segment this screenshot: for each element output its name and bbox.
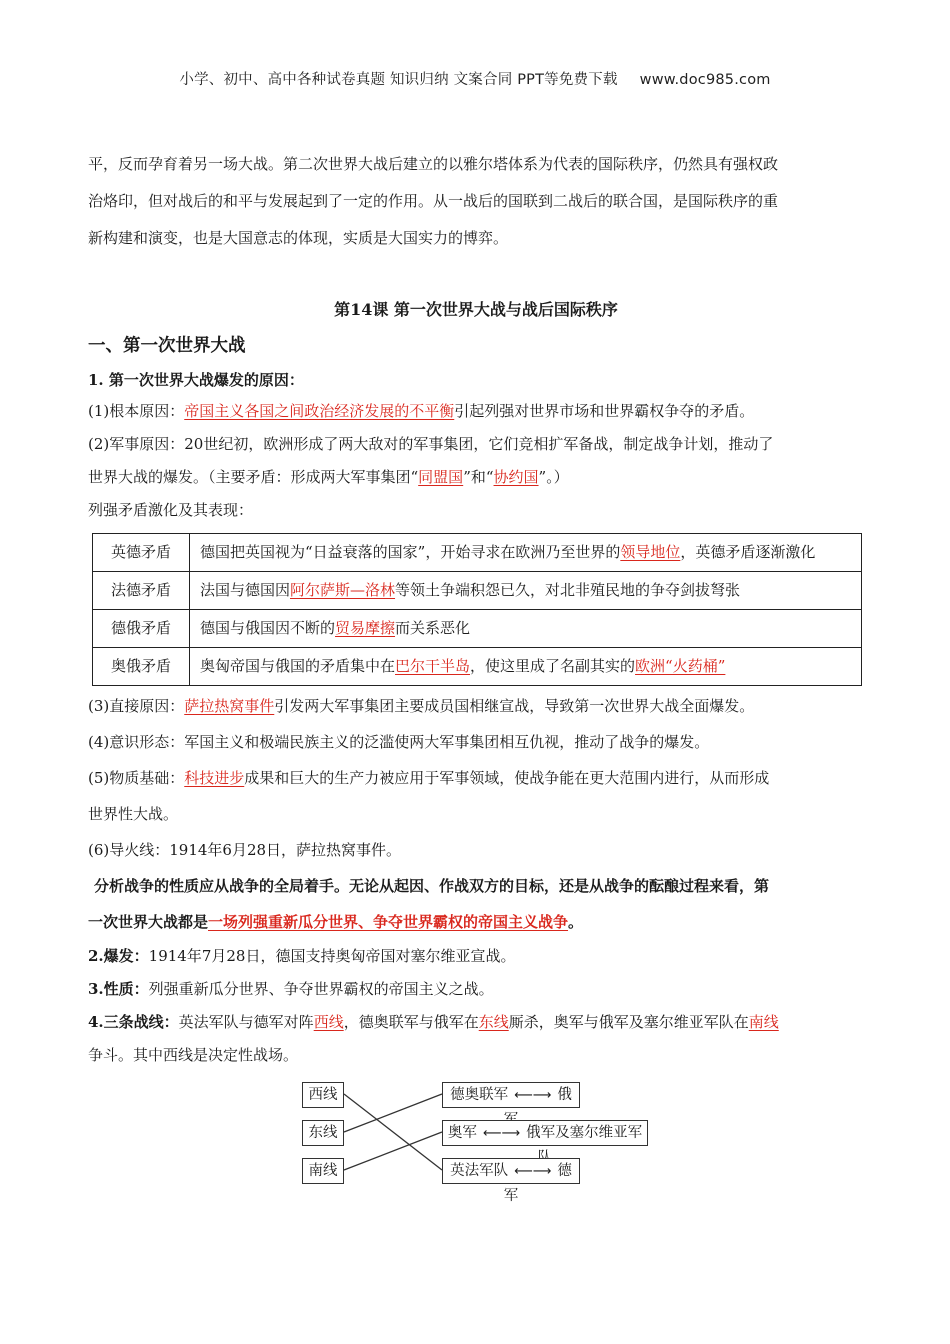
table-row	[93, 610, 862, 648]
cause-2-post: ”。）	[538, 468, 569, 486]
table-key: 德俄矛盾	[93, 610, 190, 648]
combatants-box-south	[442, 1120, 648, 1146]
combatant-a: 德奥联军	[450, 1087, 509, 1103]
table-text: 而关系恶化	[395, 619, 471, 637]
cause-1	[88, 395, 864, 428]
fronts-text: 英法军队与德军对阵	[178, 1013, 314, 1031]
combatant-b: 俄	[557, 1087, 572, 1103]
combatant-b: 德军	[503, 1163, 572, 1204]
intro-line: 治烙印，但对战后的和平与发展起到了一定的作用。从一战后的国联到二战后的联合国，是国际秩序的重	[88, 192, 779, 210]
table-value	[190, 534, 862, 572]
table-text: 法国与德国因	[200, 581, 291, 599]
cause-1-text: 引起列强对世界市场和世界霸权争夺的矛盾。	[454, 402, 755, 420]
table-highlight-2: 欧洲“火药桶”	[635, 657, 726, 675]
cause-2-line1: (2)军事原因：20世纪初，欧洲形成了两大敌对的军事集团，它们竞相扩军备战，制定战争计划，推动了	[88, 435, 774, 453]
fronts-diagram	[88, 1078, 864, 1206]
table-highlight: 阿尔萨斯—洛林	[290, 581, 396, 599]
page-header	[0, 68, 950, 89]
fronts-line2: 争斗。其中西线是决定性战场。	[88, 1046, 299, 1064]
double-arrow-icon: ⟵⟶	[514, 1088, 552, 1103]
header-url[interactable]: www.doc985.com	[639, 72, 771, 88]
intro-line: 新构建和演变，也是大国意志的体现，实质是大国实力的博弈。	[88, 229, 509, 247]
table-text: 德国把英国视为“日益衰落的国家”，开始寻求在欧洲乃至世界的	[200, 543, 621, 561]
table-key: 奥俄矛盾	[93, 648, 190, 686]
table-row	[93, 534, 862, 572]
table-text: ，使这里成了名副其实的	[470, 657, 636, 675]
double-arrow-icon: ⟵⟶	[482, 1126, 521, 1141]
front-box-east: 东线	[302, 1120, 344, 1146]
cause-3-text: 引发两大军事集团主要成员国相继宣战，导致第一次世界大战全面爆发。	[274, 697, 755, 715]
outbreak	[88, 940, 864, 973]
subsection-heading: 1. 第一次世界大战爆发的原因：	[88, 371, 304, 389]
table-text: 德国与俄国因不断的	[200, 619, 336, 637]
table-text: ，英德矛盾逐渐激化	[680, 543, 816, 561]
cause-2-highlight-2: 协约国	[493, 468, 539, 486]
cause-1-label: (1)根本原因：	[88, 402, 185, 420]
nature-label: 3.性质：	[88, 980, 149, 998]
cause-5-line2: 世界性大战。	[88, 805, 179, 823]
combatant-a: 英法军队	[450, 1163, 509, 1179]
table-value	[190, 572, 862, 610]
cause-2	[88, 428, 864, 494]
double-arrow-icon: ⟵⟶	[514, 1164, 552, 1179]
cause-3-highlight: 萨拉热窝事件	[184, 697, 275, 715]
cause-6: (6)导火线：1914年6月28日，萨拉热窝事件。	[88, 841, 402, 859]
front-box-south: 南线	[302, 1158, 344, 1184]
intro-paragraph	[88, 146, 864, 257]
conflict-table	[92, 533, 862, 686]
table-text: 等领土争端积怨已久，对北非殖民地的争夺剑拔弩张	[395, 581, 741, 599]
intro-line: 平，反而孕育着另一场大战。第二次世界大战后建立的以雅尔塔体系为代表的国际秩序，仍然具有强权政	[88, 155, 779, 173]
nature-note-highlight: 一场列强重新瓜分世界、争夺世界霸权的帝国主义战争	[208, 913, 569, 931]
nature-note-pre: 一次世界大战都是	[88, 913, 209, 931]
outbreak-text: 1914年7月28日，德国支持奥匈帝国对塞尔维亚宣战。	[148, 947, 516, 965]
fronts-text: 厮杀，奥军与俄军及塞尔维亚军队在	[508, 1013, 749, 1031]
combatants-box-west	[442, 1082, 580, 1108]
combatant-b: 俄军及塞尔维亚军	[526, 1125, 643, 1141]
cause-1-highlight: 帝国主义各国之间政治经济发展的不平衡	[184, 402, 455, 420]
cause-3-label: (3)直接原因：	[88, 697, 185, 715]
fronts-label: 4.三条战线：	[88, 1013, 179, 1031]
table-highlight: 贸易摩擦	[335, 619, 396, 637]
cause-5-text: 成果和巨大的生产力被应用于军事领域，使战争能在更大范围内进行，从而形成	[244, 769, 770, 787]
cause-5	[88, 760, 864, 832]
table-key: 英德矛盾	[93, 534, 190, 572]
cause-2-pre: 世界大战的爆发。（主要矛盾：形成两大军事集团“	[88, 468, 419, 486]
content	[88, 146, 864, 1206]
nature-note-line1: 分析战争的性质应从战争的全局着手。无论从起因、作战双方的目标，还是从战争的酝酿过程来看，第	[94, 877, 770, 895]
fronts-highlight-south: 南线	[748, 1013, 779, 1031]
nature-note-post: 。	[568, 913, 584, 931]
cause-5-highlight: 科技进步	[184, 769, 245, 787]
combatant-a: 奥军	[447, 1125, 477, 1141]
connector-east	[344, 1094, 442, 1132]
connector-west	[344, 1094, 442, 1170]
combatants-box-east	[442, 1158, 580, 1204]
table-row	[93, 648, 862, 686]
fronts-highlight-east: 东线	[478, 1013, 509, 1031]
lesson-title: 第14课 第一次世界大战与战后国际秩序	[334, 300, 618, 319]
front-box-west: 西线	[302, 1082, 344, 1108]
fronts-text: ，德奥联军与俄军在	[343, 1013, 479, 1031]
table-intro: 列强矛盾激化及其表现：	[88, 501, 254, 519]
section-heading: 一、第一次世界大战	[88, 336, 246, 356]
header-text: 小学、初中、高中各种试卷真题 知识归纳 文案合同 PPT等免费下载	[179, 72, 618, 88]
cause-2-highlight-1: 同盟国	[418, 468, 464, 486]
table-highlight: 领导地位	[620, 543, 681, 561]
fronts-highlight-west: 西线	[313, 1013, 344, 1031]
nature	[88, 973, 864, 1006]
table-value	[190, 610, 862, 648]
table-row	[93, 572, 862, 610]
cause-2-mid: ”和“	[463, 468, 494, 486]
nature-text: 列强重新瓜分世界、争夺世界霸权的帝国主义之战。	[148, 980, 494, 998]
outbreak-label: 2.爆发：	[88, 947, 149, 965]
table-key: 法德矛盾	[93, 572, 190, 610]
cause-5-label: (5)物质基础：	[88, 769, 185, 787]
connector-south	[344, 1132, 442, 1170]
table-highlight: 巴尔干半岛	[395, 657, 471, 675]
table-value	[190, 648, 862, 686]
fronts	[88, 1006, 864, 1072]
nature-note	[88, 868, 864, 940]
table-text: 奥匈帝国与俄国的矛盾集中在	[200, 657, 396, 675]
cause-3	[88, 688, 864, 724]
cause-4: (4)意识形态：军国主义和极端民族主义的泛滥使两大军事集团相互仇视，推动了战争的爆发。	[88, 733, 710, 751]
